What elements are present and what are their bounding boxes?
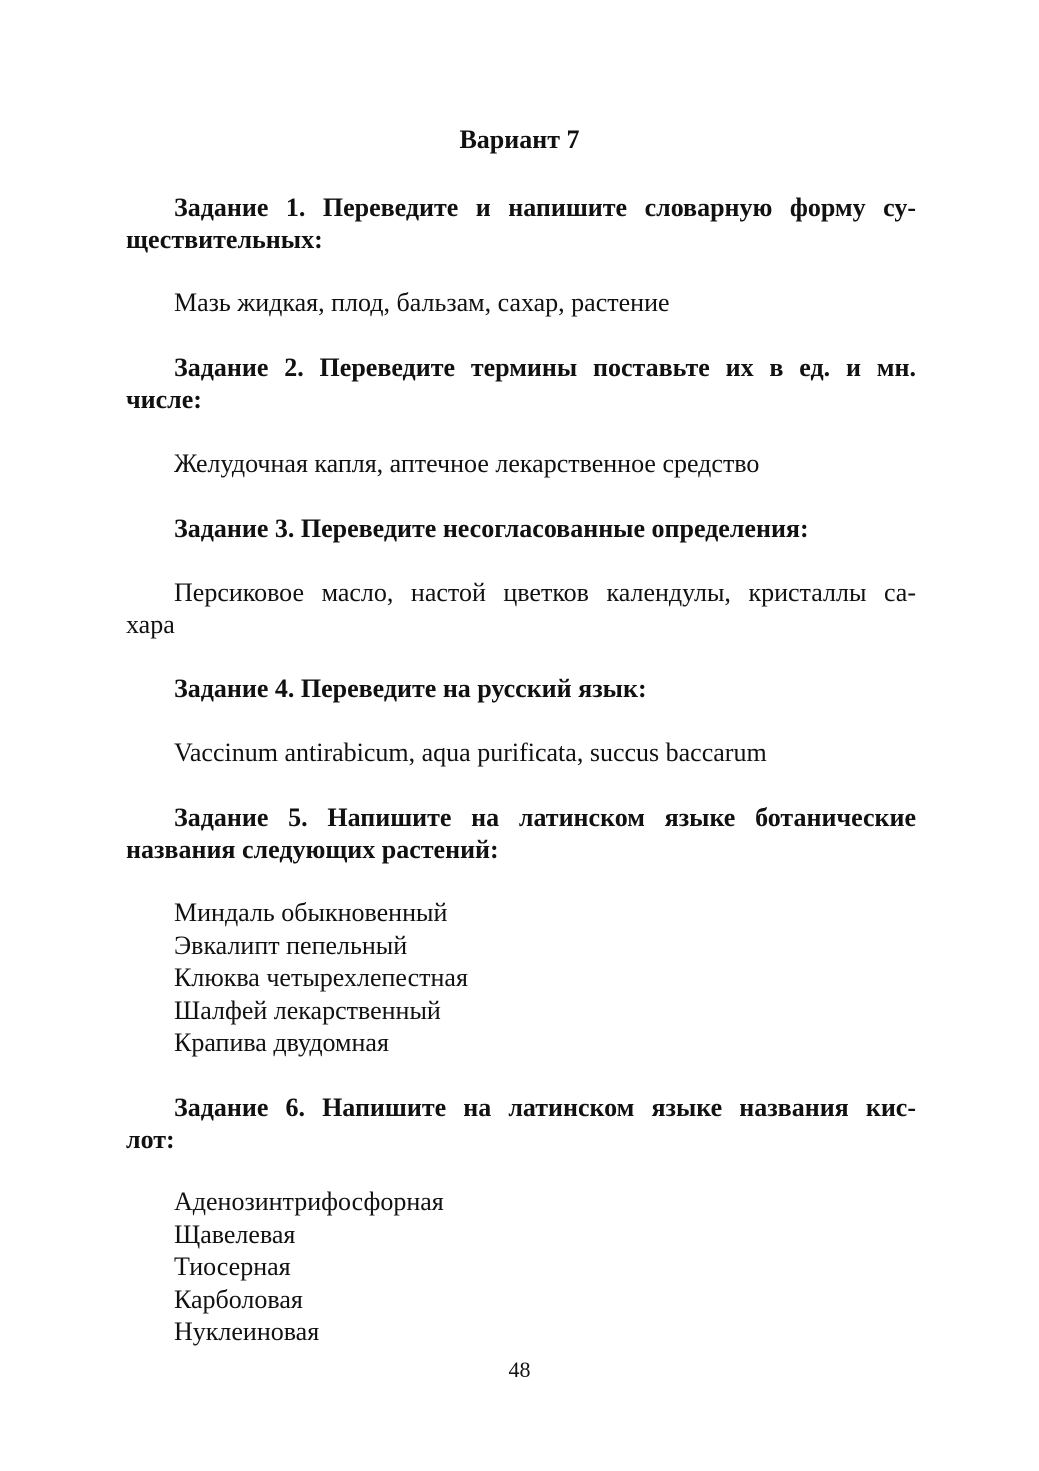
task-4-heading [126, 673, 916, 705]
task-1-text-line-1: Мазь жидкая, плод, бальзам, сахар, растение [174, 288, 670, 317]
list-item: Аденозинтрифосфорная [174, 1187, 444, 1216]
list-item: Шалфей лекарственный [174, 995, 441, 1025]
task-5-heading-line-1: Задание 5. Напишите на латинском языке ботанические [174, 803, 916, 832]
task-5-heading-line-2: названия следующих растений: [126, 835, 499, 864]
list-item: Эвкалипт пепельный [174, 930, 408, 960]
list-item: Миндаль обыкновенный [174, 898, 448, 927]
list-item: Клюква четырехлепестная [174, 963, 468, 992]
task-5-plant-list [174, 897, 916, 1060]
task-2-text [126, 448, 916, 480]
task-1-heading-line-1: Задание 1. Переведите и напишите словарную форму су- [174, 193, 916, 222]
list-item: Карболовая [174, 1284, 303, 1314]
task-4-heading-line-1: Задание 4. Переведите на русский язык: [174, 674, 647, 703]
task-3-heading [126, 513, 916, 545]
task-3-heading-line-1: Задание 3. Переведите несогласованные определения: [174, 514, 809, 543]
task-6-heading [126, 1092, 916, 1156]
task-2-heading [126, 352, 916, 416]
task-2-heading-line-1: Задание 2. Переведите термины поставьте их в ед. и мн. [174, 353, 916, 382]
page-title: Вариант 7 [459, 125, 580, 154]
list-item: Крапива двудомная [174, 1028, 389, 1057]
task-1-heading [126, 192, 916, 256]
task-1-text [126, 287, 916, 319]
task-5-heading [126, 802, 916, 866]
task-4-text-line-1: Vaccinum antirabicum, aqua purificata, succus baccarum [174, 738, 767, 767]
task-3-text-line-1: Персиковое масло, настой цветков календулы, кристаллы са- [174, 578, 916, 607]
task-2-text-line-1: Желудочная капля, аптечное лекарственное средство [174, 449, 760, 478]
task-4-text [126, 737, 916, 769]
page-number: 48 [508, 1357, 531, 1382]
list-item: Щавелевая [174, 1219, 296, 1249]
task-6-heading-line-1: Задание 6. Напишите на латинском языке названия кис- [174, 1093, 916, 1122]
task-2-heading-line-2: числе: [126, 385, 202, 414]
task-6-acid-list [174, 1186, 916, 1349]
task-6-heading-line-2: лот: [126, 1125, 175, 1154]
list-item: Тиосерная [174, 1252, 291, 1281]
task-3-text [126, 577, 916, 641]
task-1-heading-line-2: ществительных: [126, 225, 323, 254]
list-item: Нуклеиновая [174, 1317, 320, 1346]
task-3-text-line-2: хара [126, 610, 175, 639]
